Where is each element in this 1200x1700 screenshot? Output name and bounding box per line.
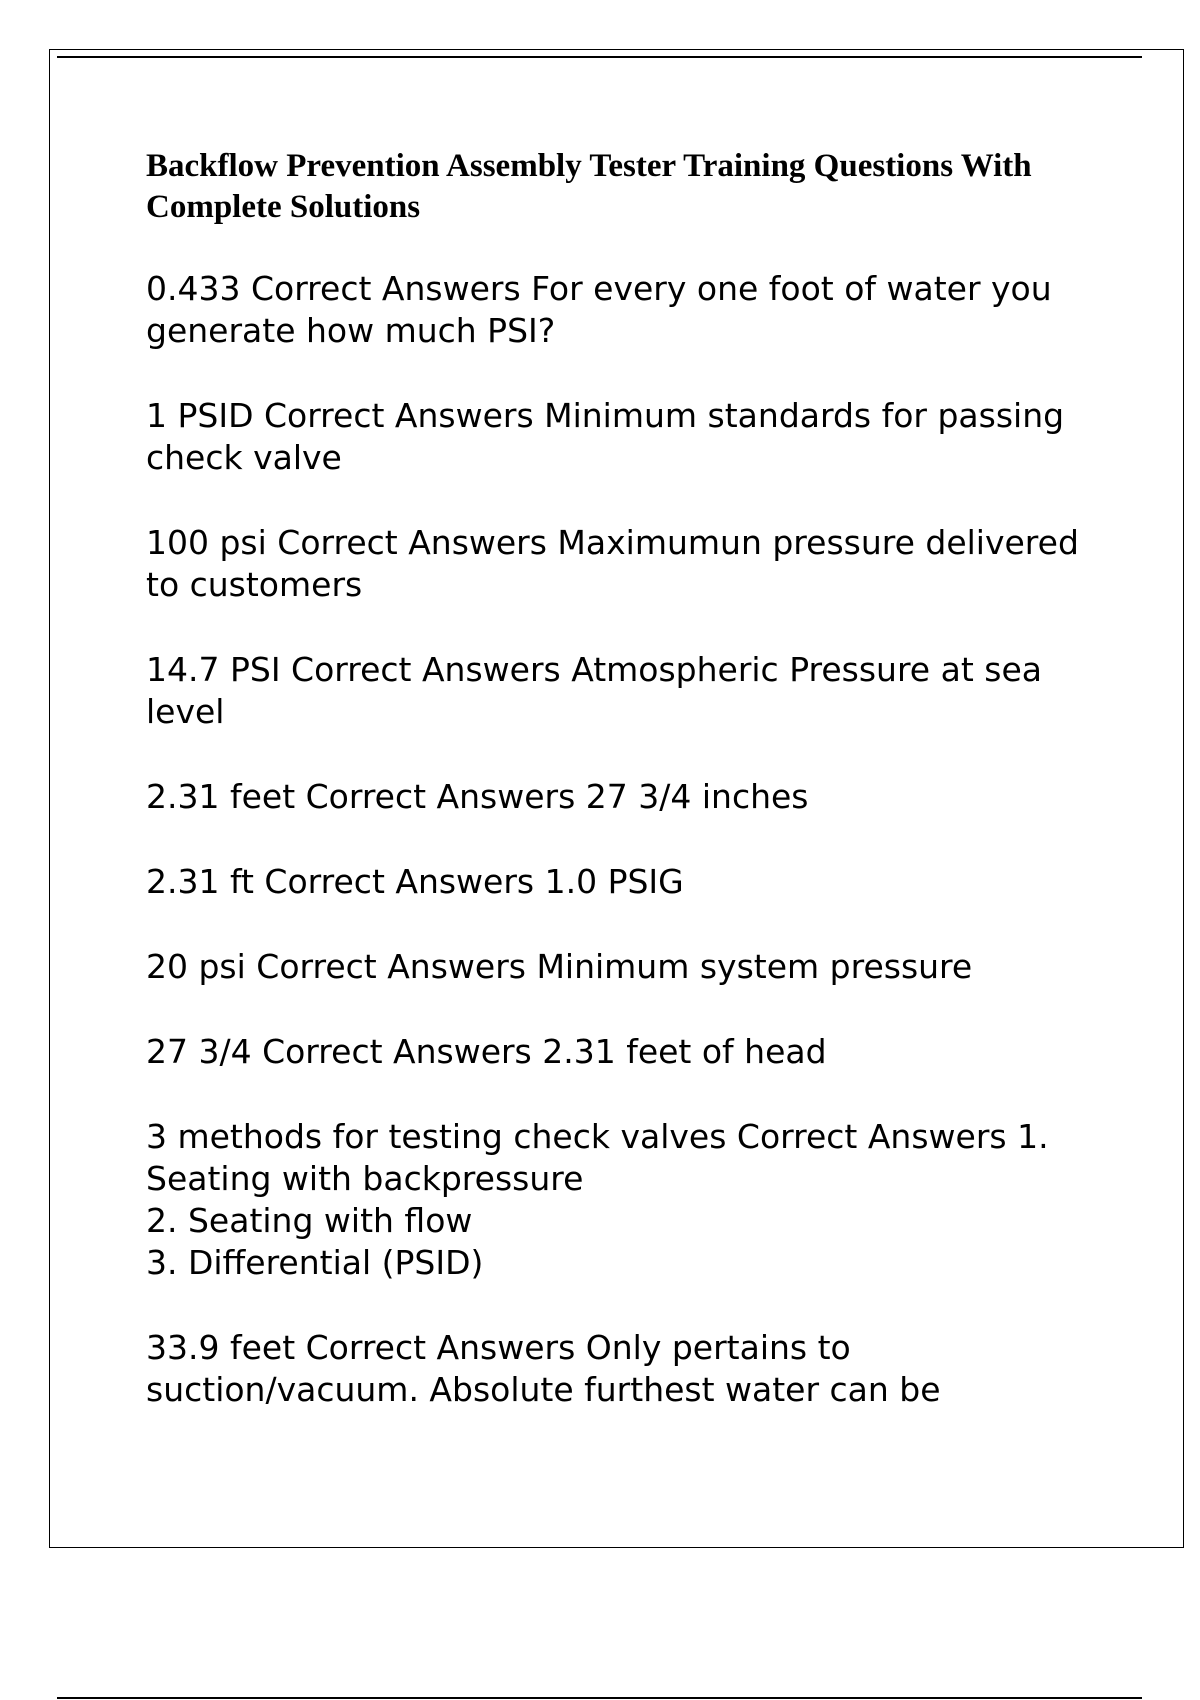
qa-item: 2.31 ft Correct Answers 1.0 PSIG (146, 862, 684, 901)
qa-item: 27 3/4 Correct Answers 2.31 feet of head (146, 1032, 827, 1071)
document-content (146, 146, 1096, 1454)
document-title: Backflow Prevention Assembly Tester Training Questions With Complete Solutions (146, 148, 1032, 225)
qa-item: 14.7 PSI Correct Answers Atmospheric Pressure at sea level (146, 650, 1042, 731)
qa-item: 2.31 feet Correct Answers 27 3/4 inches (146, 777, 809, 816)
qa-list (146, 268, 1096, 1411)
qa-item: 3 methods for testing check valves Correct Answers 1. Seating with backpressure 2. Seating with flow 3. Differential (PSID) (146, 1117, 1049, 1282)
qa-item: 33.9 feet Correct Answers Only pertains to suction/vacuum. Absolute furthest water can be (146, 1328, 941, 1409)
qa-item: 20 psi Correct Answers Minimum system pressure (146, 947, 973, 986)
qa-item: 100 psi Correct Answers Maximumun pressure delivered to customers (146, 523, 1079, 604)
qa-item: 1 PSID Correct Answers Minimum standards for passing check valve (146, 396, 1065, 477)
bottom-rule (57, 1697, 1142, 1699)
qa-item: 0.433 Correct Answers For every one foot of water you generate how much PSI? (146, 269, 1052, 350)
top-rule (57, 56, 1142, 58)
